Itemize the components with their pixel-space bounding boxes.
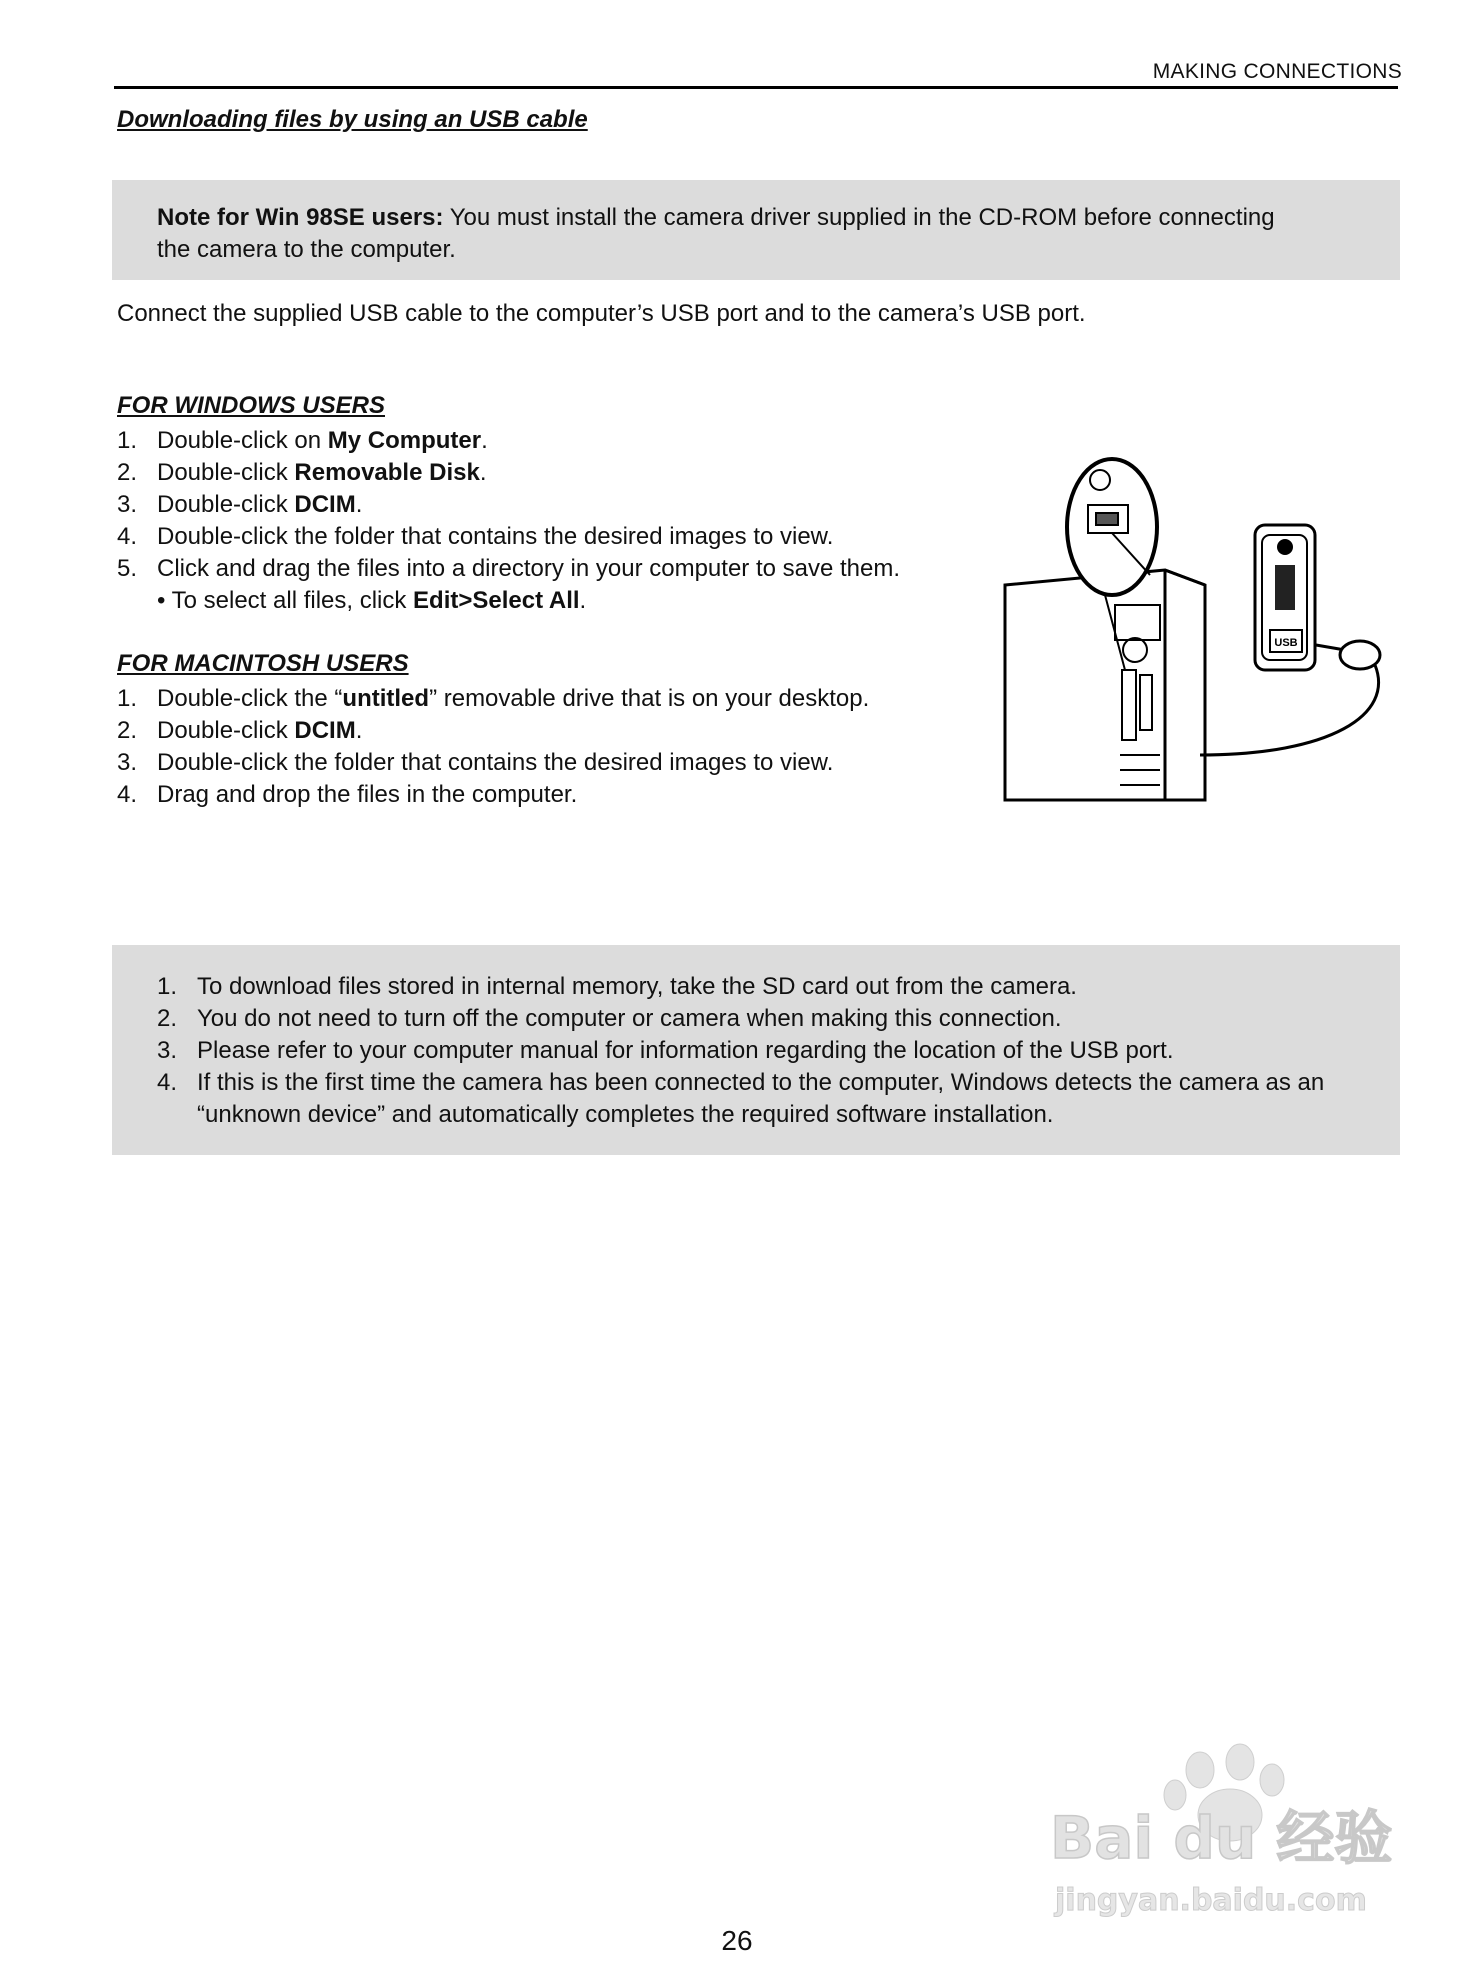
mac-heading: FOR MACINTOSH USERS <box>117 650 409 677</box>
windows-heading: FOR WINDOWS USERS <box>117 392 385 419</box>
note-body: You must install the camera driver supplied in the CD-ROM before connecting the camera to the computer. <box>157 204 1275 263</box>
notes-box <box>112 945 1400 1155</box>
step-number: 4. <box>117 523 138 550</box>
step-number: 2. <box>117 459 138 486</box>
step-text: Double-click on My Computer. <box>157 427 488 454</box>
step-text: Drag and drop the files in the computer. <box>157 781 578 808</box>
list-item: 2. You do not need to turn off the computer or camera when making this connection. <box>157 1005 1062 1032</box>
intro-paragraph: Connect the supplied USB cable to the computer’s USB port and to the camera’s USB port. <box>117 300 1086 327</box>
step-text: Double-click the folder that contains the desired images to view. <box>157 749 834 776</box>
mac-steps <box>117 683 869 811</box>
step-text: Double-click DCIM. <box>157 717 363 744</box>
list-item <box>117 425 900 457</box>
baidu-watermark-logo <box>1040 1740 1400 1940</box>
select-all-tip: • To select all files, click Edit>Select All. <box>157 587 587 614</box>
camera-icon <box>1255 525 1315 670</box>
note-text <box>157 202 1307 266</box>
step-text: Double-click the “untitled” removable drive that is on your desktop. <box>157 685 870 712</box>
step-text: Double-click the folder that contains the desired images to view. <box>157 523 834 550</box>
step-text: Click and drag the files into a directory in your computer to save them. <box>157 555 901 582</box>
section-title: Downloading files by using an USB cable <box>117 106 588 133</box>
list-item <box>117 747 869 779</box>
step-number: 4. <box>117 781 138 808</box>
step-number: 3. <box>117 491 138 518</box>
list-sub-item <box>117 585 900 617</box>
list-item <box>117 457 900 489</box>
list-item <box>117 489 900 521</box>
svg-text:USB: USB <box>1274 637 1298 649</box>
step-number: 2. <box>117 717 138 744</box>
list-item <box>117 521 900 553</box>
list-item <box>117 553 900 585</box>
list-item <box>117 779 869 811</box>
note-box <box>112 180 1400 280</box>
list-item <box>117 715 869 747</box>
list-item: 4. If this is the first time the camera has been connected to the computer, Windows detects the camera as an “unknown device” and automatically completes the required software installation. <box>157 1069 1325 1128</box>
step-number: 1. <box>117 427 138 454</box>
note-lead: Note for Win 98SE users: <box>157 204 444 231</box>
step-number: 3. <box>117 749 138 776</box>
usb-connection-illustration <box>1000 455 1390 810</box>
port-zoom-circle <box>1067 459 1157 595</box>
svg-text:Bai du 经验: Bai du 经验 <box>1050 1804 1393 1872</box>
running-header: MAKING CONNECTIONS <box>1152 60 1402 83</box>
list-item: 1. To download files stored in internal memory, take the SD card out from the camera. <box>157 973 1077 1000</box>
page-number: 26 <box>721 1925 753 1956</box>
step-number: 5. <box>117 555 138 582</box>
step-number: 1. <box>117 685 138 712</box>
list-item: 3. Please refer to your computer manual for information regarding the location of the USB port. <box>157 1037 1174 1064</box>
svg-text:jingyan.baidu.com: jingyan.baidu.com <box>1055 1883 1367 1918</box>
step-text: Double-click DCIM. <box>157 491 363 518</box>
notes-list <box>157 971 1367 1131</box>
list-item <box>117 683 869 715</box>
step-text: Double-click Removable Disk. <box>157 459 487 486</box>
header-rule <box>114 86 1398 89</box>
windows-steps <box>117 425 900 617</box>
